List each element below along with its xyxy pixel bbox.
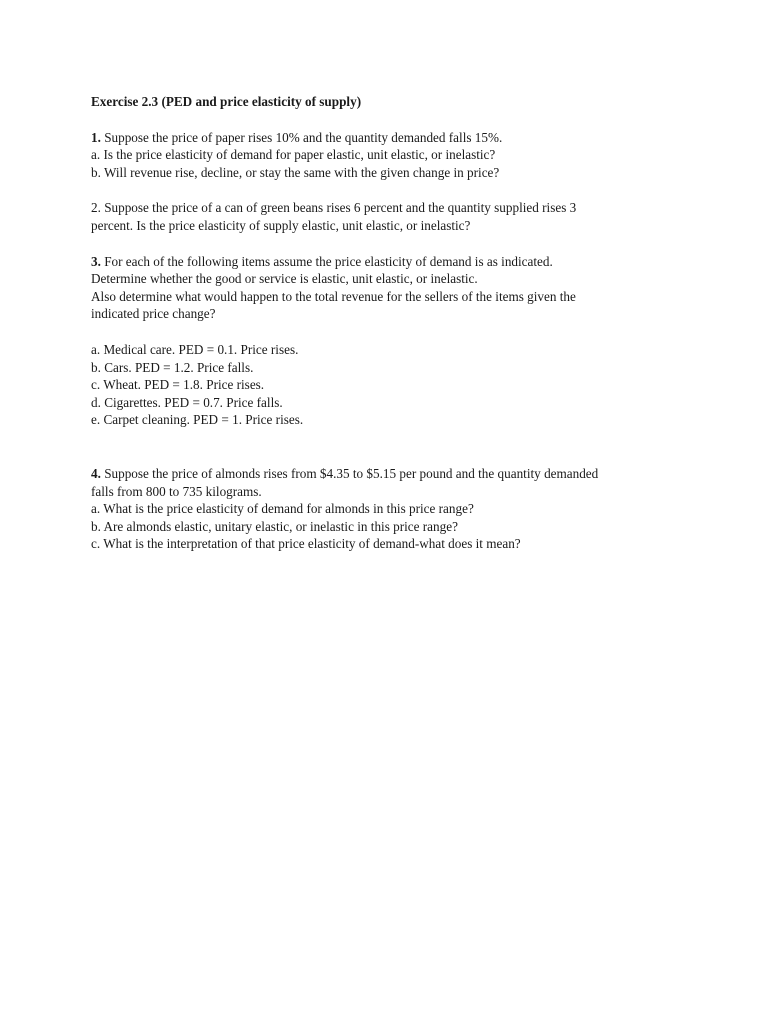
question-4-line-1 — [91, 465, 691, 483]
question-3-item-a: a. Medical care. PED = 0.1. Price rises. — [91, 341, 299, 357]
question-1-number: 1. — [91, 129, 101, 145]
question-4 — [91, 465, 691, 553]
spacer — [91, 181, 691, 199]
question-3-line-3: Also determine what would happen to the total revenue for the sellers of the items given the — [91, 288, 576, 304]
question-1-stem — [91, 129, 691, 147]
question-4-text: Suppose the price of almonds rises from $4.35 to $5.15 per pound and the quantity demanded — [104, 465, 599, 481]
question-4-part-c: c. What is the interpretation of that price elasticity of demand-what does it mean? — [91, 536, 521, 552]
question-3-items — [91, 341, 691, 429]
question-3-item-e: e. Carpet cleaning. PED = 1. Price rises. — [91, 412, 304, 428]
document-page — [91, 93, 691, 553]
question-4-part-a: a. What is the price elasticity of demand for almonds in this price range? — [91, 501, 474, 517]
spacer — [91, 323, 691, 341]
spacer — [91, 429, 691, 465]
question-1-part-b: b. Will revenue rise, decline, or stay the same with the given change in price? — [91, 164, 500, 180]
question-2-line-2: percent. Is the price elasticity of supply elastic, unit elastic, or inelastic? — [91, 217, 471, 233]
question-3-line-4: indicated price change? — [91, 306, 216, 322]
question-3-item-c: c. Wheat. PED = 1.8. Price rises. — [91, 377, 265, 393]
exercise-title: Exercise 2.3 (PED and price elasticity of supply) — [91, 94, 362, 109]
question-2 — [91, 199, 691, 234]
question-3-number: 3. — [91, 253, 101, 269]
question-1-text: Suppose the price of paper rises 10% and the quantity demanded falls 15%. — [104, 129, 503, 145]
question-2-line-1: 2. Suppose the price of a can of green beans rises 6 percent and the quantity supplied rises 3 — [91, 200, 577, 216]
question-4-number: 4. — [91, 465, 101, 481]
spacer — [91, 235, 691, 253]
question-1 — [91, 129, 691, 182]
question-3 — [91, 253, 691, 323]
question-3-line-2: Determine whether the good or service is elastic, unit elastic, or inelastic. — [91, 271, 478, 287]
question-4-line-2: falls from 800 to 735 kilograms. — [91, 483, 262, 499]
question-1-part-a: a. Is the price elasticity of demand for paper elastic, unit elastic, or inelastic? — [91, 147, 496, 163]
question-4-part-b: b. Are almonds elastic, unitary elastic, or inelastic in this price range? — [91, 518, 458, 534]
question-3-line-1 — [91, 253, 691, 271]
question-3-text: For each of the following items assume the price elasticity of demand is as indicated. — [104, 253, 553, 269]
question-3-item-d: d. Cigarettes. PED = 0.7. Price falls. — [91, 394, 283, 410]
question-3-item-b: b. Cars. PED = 1.2. Price falls. — [91, 359, 254, 375]
